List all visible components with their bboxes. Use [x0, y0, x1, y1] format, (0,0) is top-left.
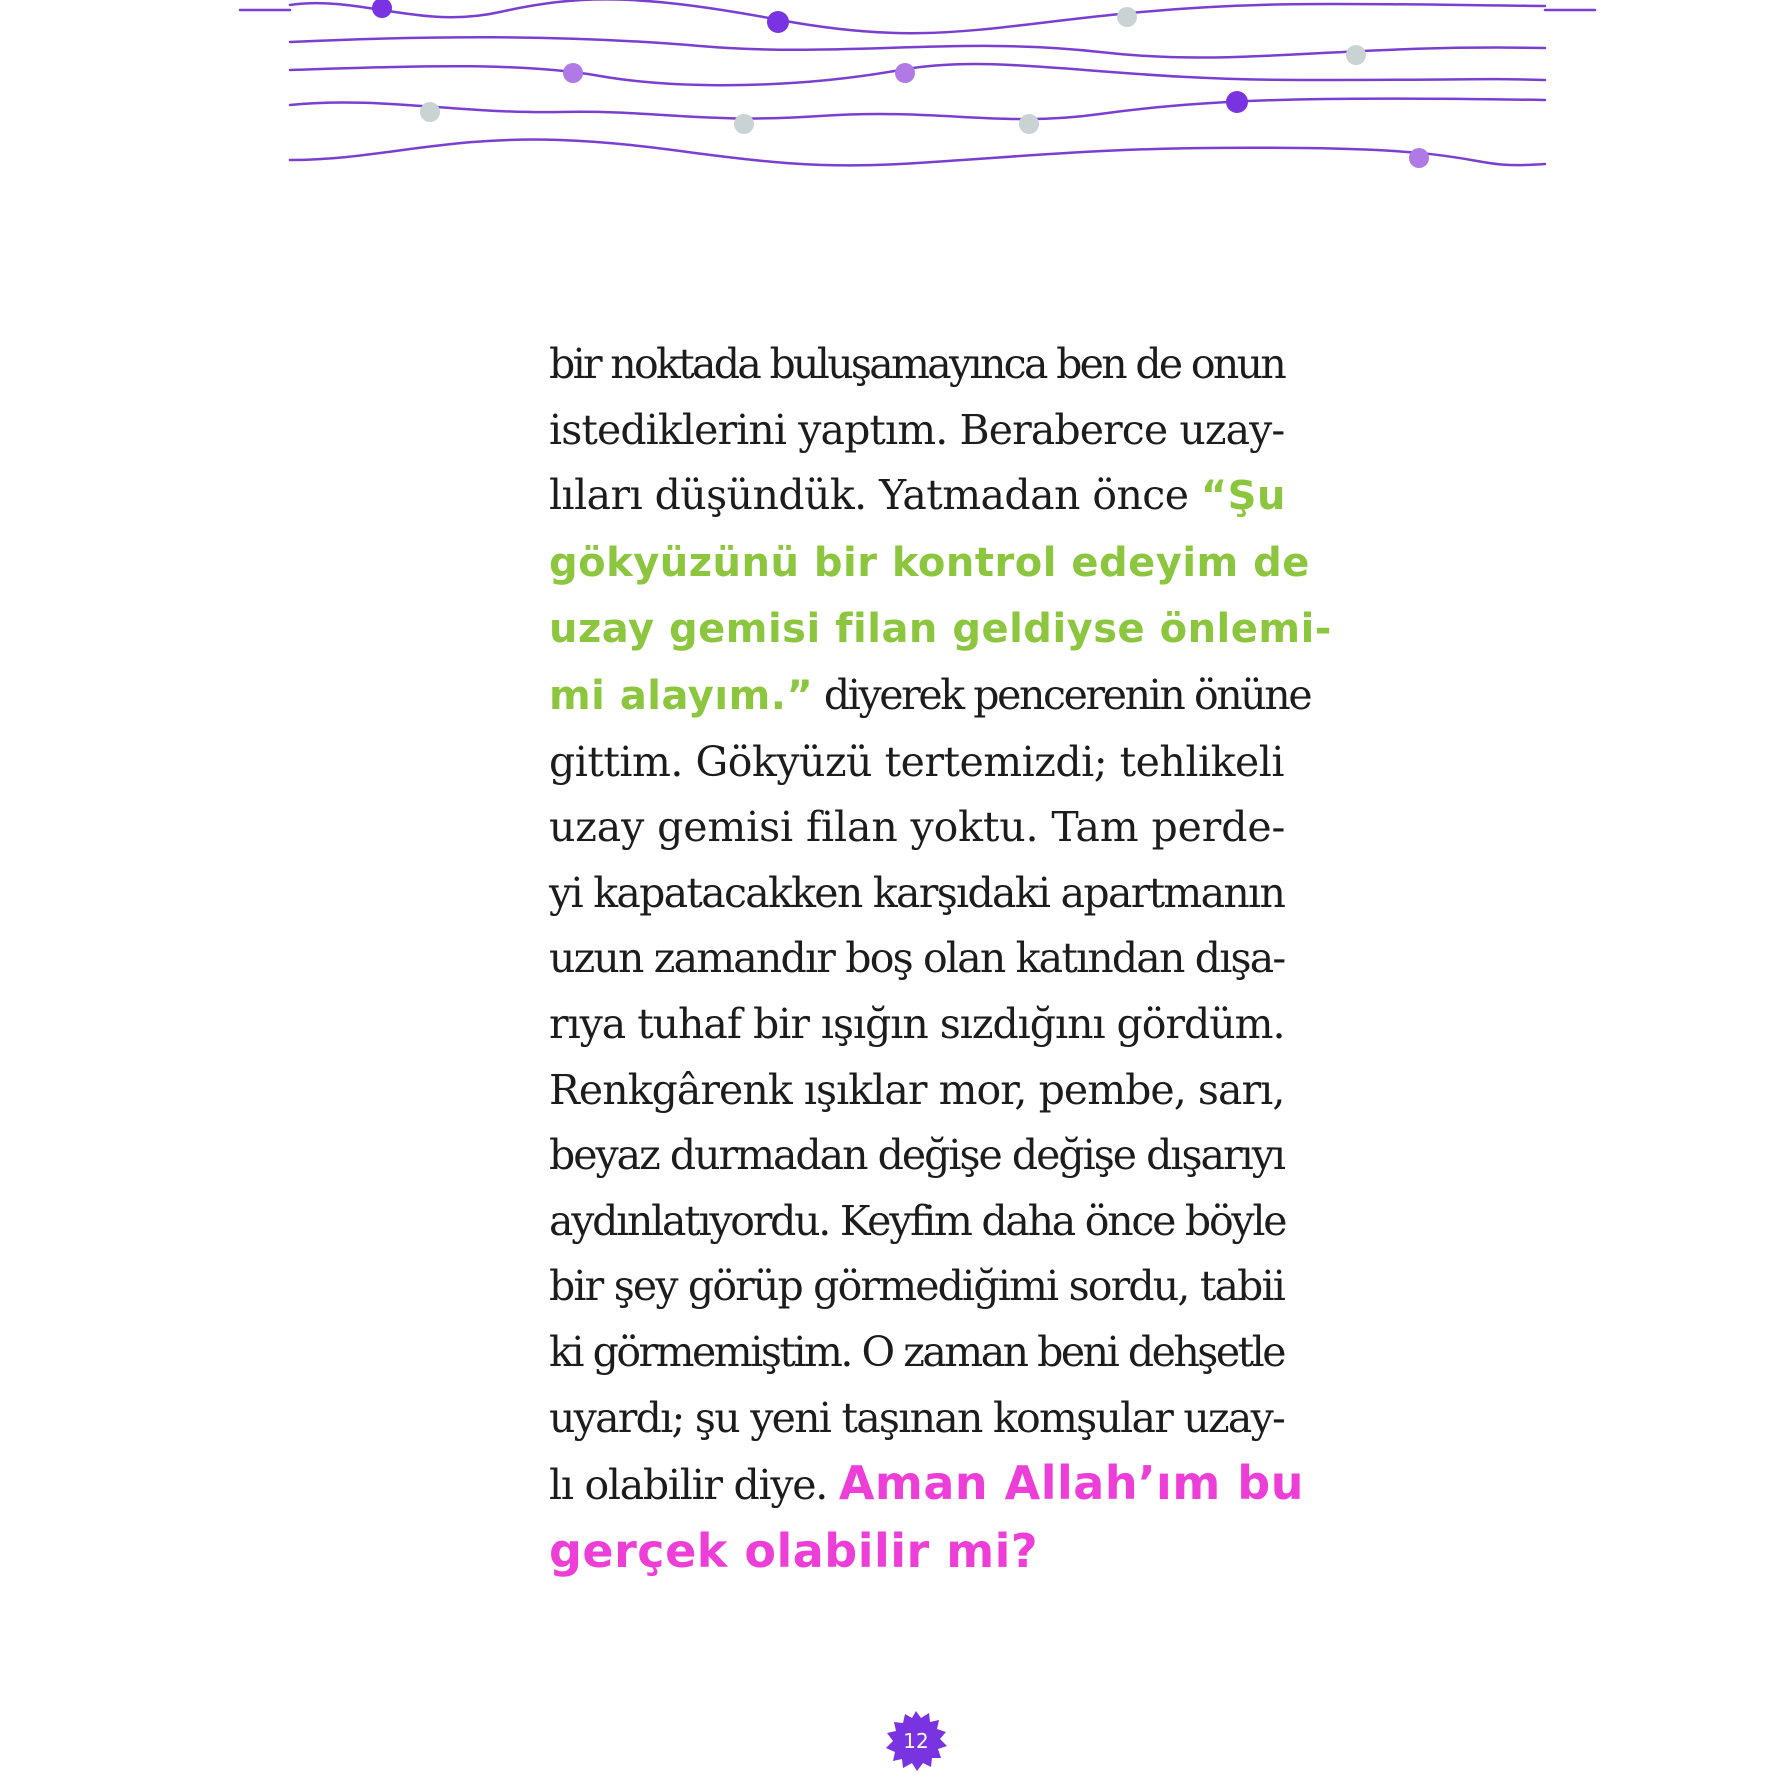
- text-run: diyerek pencerenin önüne: [813, 670, 1311, 719]
- text-line: [549, 730, 1284, 796]
- text-line: [549, 463, 1284, 530]
- bead: [420, 102, 440, 122]
- text-run: ki görmemiştim. O zaman beni dehşetle: [549, 1327, 1284, 1376]
- bead: [1346, 45, 1366, 65]
- highlight-pink: Aman Allah’ım bu: [838, 1456, 1304, 1511]
- text-line: [549, 332, 1284, 398]
- bead: [563, 63, 583, 83]
- highlight-green: mi alayım.”: [549, 672, 814, 719]
- text-run: uyardı; şu yeni taşınan komşular uzay-: [549, 1393, 1285, 1442]
- text-line: [549, 1451, 1304, 1519]
- text-run: Renkgârenk ışıklar mor, pembe, sarı,: [549, 1065, 1285, 1114]
- beads: [372, 0, 1429, 168]
- highlight-green: “Şu: [1200, 473, 1286, 520]
- text-run: aydınlatıyordu. Keyfim daha önce böyle: [549, 1196, 1286, 1245]
- text-run: bir noktada buluşamayınca ben de onun: [549, 340, 1285, 388]
- bead: [1226, 91, 1248, 113]
- text-run: beyaz durmadan değişe değişe dışarıyı: [549, 1131, 1284, 1180]
- text-line: [549, 596, 1332, 663]
- bead: [1117, 7, 1137, 27]
- wavy-line: [290, 0, 1545, 33]
- text-line: [549, 1058, 1284, 1124]
- highlight-pink: gerçek olabilir mi?: [549, 1523, 1039, 1578]
- text-line: [549, 1320, 1284, 1386]
- text-line: [549, 795, 1284, 861]
- text-run: bir şey görüp görmediğimi sordu, tabii: [549, 1262, 1284, 1311]
- page-number: 12: [903, 1729, 929, 1753]
- text-run: lıları düşündük. Yatmadan önce: [549, 471, 1201, 520]
- text-run: uzay gemisi filan yoktu. Tam perde-: [549, 803, 1286, 852]
- bead: [734, 114, 754, 134]
- wavy-line: [290, 140, 1545, 166]
- text-run: yi kapatacakken karşıdaki apartmanın: [549, 868, 1285, 917]
- text-line: [549, 530, 1310, 597]
- story-text: [549, 332, 1332, 1586]
- text-line: [549, 1519, 1284, 1587]
- text-run: gittim. Gökyüzü tertemizdi; tehlikeli: [549, 737, 1284, 786]
- text-run: rıya tuhaf bir ışığın sızdığını gördüm.: [549, 999, 1285, 1048]
- wavy-lines-with-beads-decoration-icon: [0, 0, 1788, 200]
- text-line: [549, 1254, 1284, 1320]
- text-run: lı olabilir diye.: [549, 1461, 839, 1510]
- page-number-badge: [883, 1708, 949, 1774]
- text-run: uzun zamandır boş olan katından dışa-: [549, 934, 1285, 983]
- bead: [767, 11, 789, 33]
- wavy-line: [290, 99, 1545, 120]
- text-line: [549, 398, 1284, 464]
- bead: [1019, 114, 1039, 134]
- text-run: istediklerini yaptım. Beraberce uzay-: [549, 405, 1285, 454]
- highlight-green: uzay gemisi filan geldiyse önlemi-: [549, 606, 1332, 653]
- bead: [372, 0, 392, 18]
- text-line: [549, 861, 1284, 927]
- text-line: [549, 992, 1284, 1058]
- wavy-line: [290, 64, 1545, 85]
- text-line: [549, 1123, 1284, 1189]
- bead: [895, 63, 915, 83]
- text-line: [549, 1189, 1284, 1255]
- highlight-green: gökyüzünü bir kontrol edeyim de: [549, 539, 1310, 586]
- text-line: [549, 926, 1284, 992]
- text-line: [549, 1386, 1284, 1452]
- bead: [1409, 148, 1429, 168]
- text-line: [549, 663, 1311, 730]
